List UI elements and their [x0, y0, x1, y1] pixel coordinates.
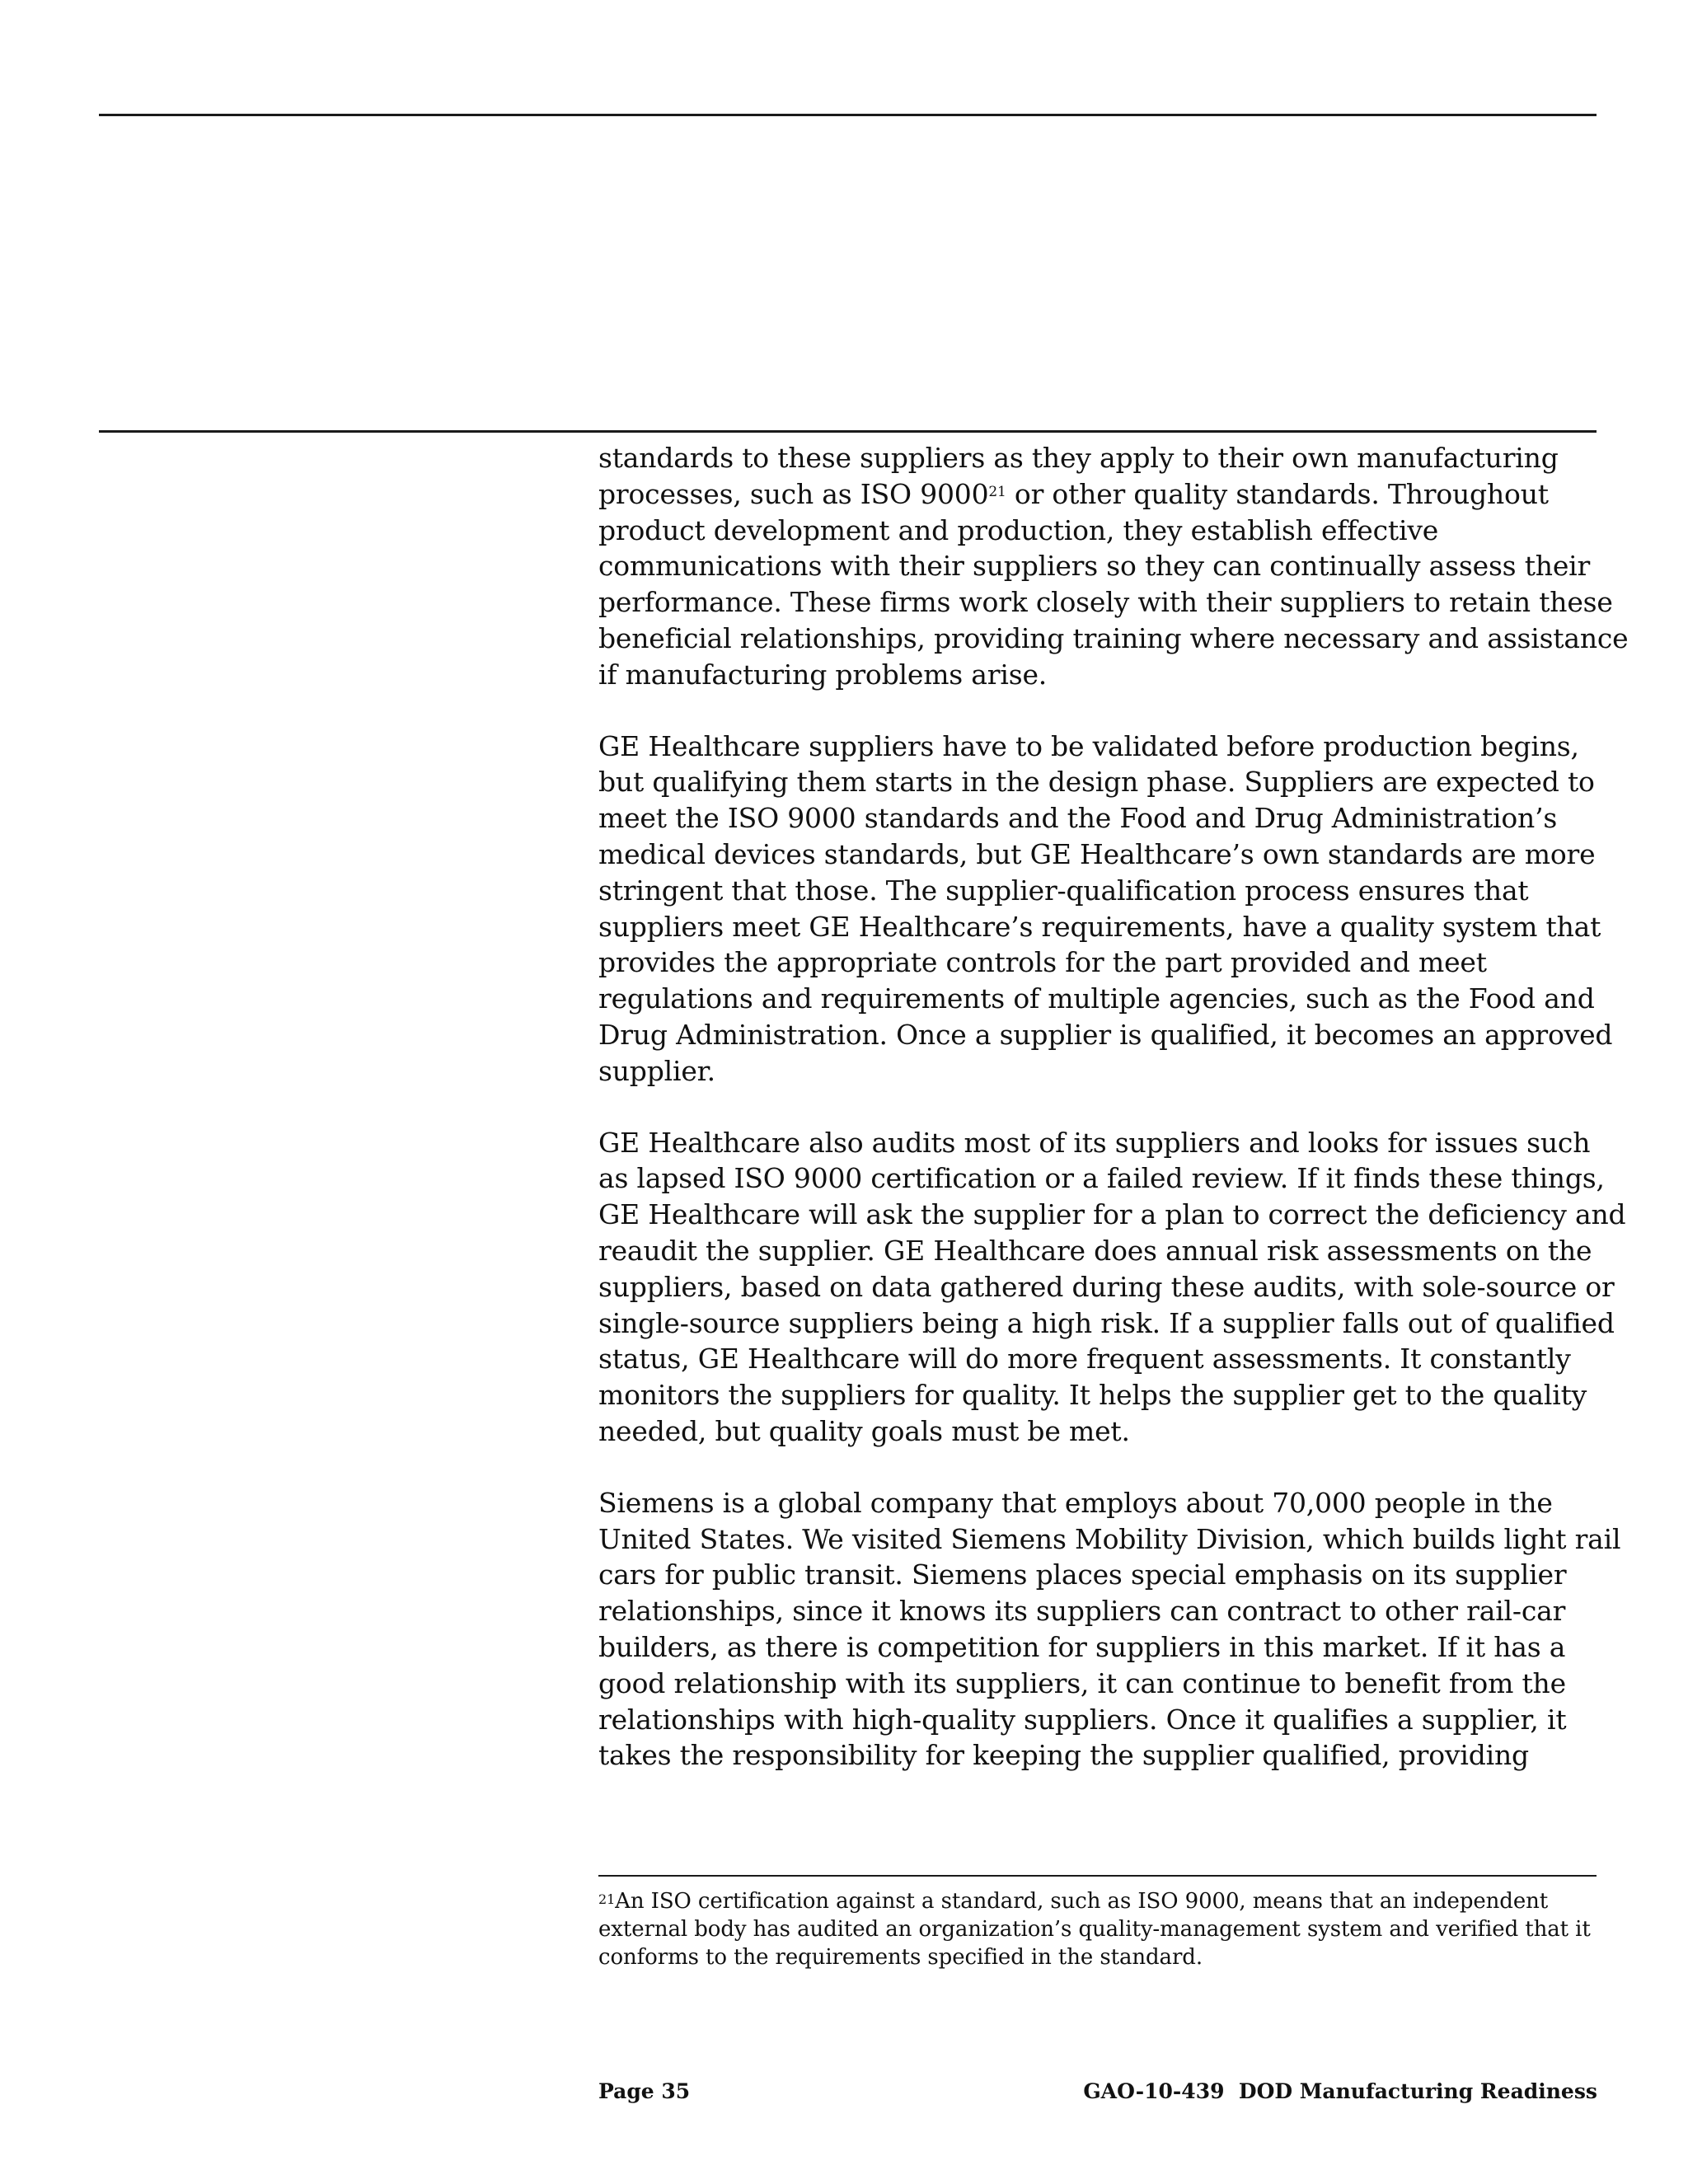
text-line: takes the responsibility for keeping the supplier qualified, providing	[598, 1739, 1529, 1772]
text-line: GE Healthcare will ask the supplier for a plan to correct the deficiency and	[598, 1198, 1626, 1231]
header-rule-top	[99, 114, 1597, 116]
footnote-reference[interactable]: 21	[988, 483, 1006, 500]
text-line: cars for public transit. Siemens places special emphasis on its supplier	[598, 1558, 1567, 1591]
text-line: reaudit the supplier. GE Healthcare does annual risk assessments on the	[598, 1234, 1592, 1267]
footnote-line	[598, 1887, 1597, 1915]
text-line: builders, as there is competition for suppliers in this market. If it has a	[598, 1630, 1566, 1663]
text-span: or other quality standards. Throughout	[1006, 477, 1549, 510]
body-text	[598, 440, 1629, 1809]
report-title: GAO-10-439 DOD Manufacturing Readiness	[1083, 2079, 1597, 2103]
text-line: GE Healthcare suppliers have to be validated before production begins,	[598, 729, 1579, 762]
paragraph	[598, 1125, 1626, 1450]
text-line	[598, 476, 1597, 513]
page-number: Page 35	[598, 2079, 691, 2103]
paragraph	[598, 1485, 1621, 1774]
text-line: performance. These firms work closely with their suppliers to retain these	[598, 586, 1613, 619]
text-line: provides the appropriate controls for the part provided and meet	[598, 946, 1487, 979]
text-line: product development and production, they establish effective	[598, 513, 1439, 546]
text-line: relationships with high-quality suppliers. Once it qualifies a supplier, it	[598, 1703, 1567, 1736]
text-line: stringent that those. The supplier-qualification process ensures that	[598, 874, 1529, 907]
footnote-text: An ISO certification against a standard, such as ISO 9000, means that an independent	[615, 1889, 1549, 1914]
text-line: United States. We visited Siemens Mobility Division, which builds light rail	[598, 1522, 1621, 1555]
text-line: single-source suppliers being a high risk. If a supplier falls out of qualified	[598, 1306, 1615, 1339]
text-line: regulations and requirements of multiple agencies, such as the Food and	[598, 982, 1595, 1015]
paragraph	[598, 729, 1613, 1090]
footnote-rule	[598, 1875, 1597, 1877]
text-line: supplier.	[598, 1054, 715, 1087]
text-line: meet the ISO 9000 standards and the Food and Drug Administration’s	[598, 802, 1558, 835]
text-span: processes, such as ISO 9000	[598, 477, 989, 510]
text-line: suppliers meet GE Healthcare’s requirements, have a quality system that	[598, 910, 1601, 943]
paragraph	[598, 440, 1629, 693]
text-line: good relationship with its suppliers, it can continue to benefit from the	[598, 1666, 1566, 1699]
page-footer	[598, 2079, 1597, 2103]
text-line: GE Healthcare also audits most of its suppliers and looks for issues such	[598, 1126, 1591, 1159]
header-rule-bottom	[99, 430, 1597, 433]
text-line: needed, but quality goals must be met.	[598, 1414, 1130, 1447]
text-line: monitors the suppliers for quality. It helps the supplier get to the quality	[598, 1379, 1587, 1412]
footnote	[598, 1887, 1597, 1971]
text-line: medical devices standards, but GE Healthcare’s own standards are more	[598, 837, 1596, 870]
text-line: Drug Administration. Once a supplier is qualified, it becomes an approved	[598, 1018, 1613, 1051]
footnote-line: conforms to the requirements specified in the standard.	[598, 1945, 1203, 1970]
text-line: Siemens is a global company that employs about 70,000 people in the	[598, 1486, 1553, 1519]
footnote-line: external body has audited an organization’s quality-management system and verified that it	[598, 1917, 1591, 1942]
text-line: status, GE Healthcare will do more frequent assessments. It constantly	[598, 1343, 1571, 1376]
text-line: beneficial relationships, providing training where necessary and assistance	[598, 621, 1629, 654]
text-line: communications with their suppliers so they can continually assess their	[598, 550, 1591, 583]
text-line: suppliers, based on data gathered during these audits, with sole-source or	[598, 1270, 1615, 1303]
text-line: if manufacturing problems arise.	[598, 658, 1048, 691]
text-line: standards to these suppliers as they apply to their own manufacturing	[598, 442, 1559, 474]
text-line: but qualifying them starts in the design phase. Suppliers are expected to	[598, 766, 1595, 799]
text-line: as lapsed ISO 9000 certification or a failed review. If it finds these things,	[598, 1162, 1605, 1195]
text-line: relationships, since it knows its suppliers can contract to other rail-car	[598, 1595, 1566, 1628]
footnote-number: 21	[598, 1891, 616, 1907]
